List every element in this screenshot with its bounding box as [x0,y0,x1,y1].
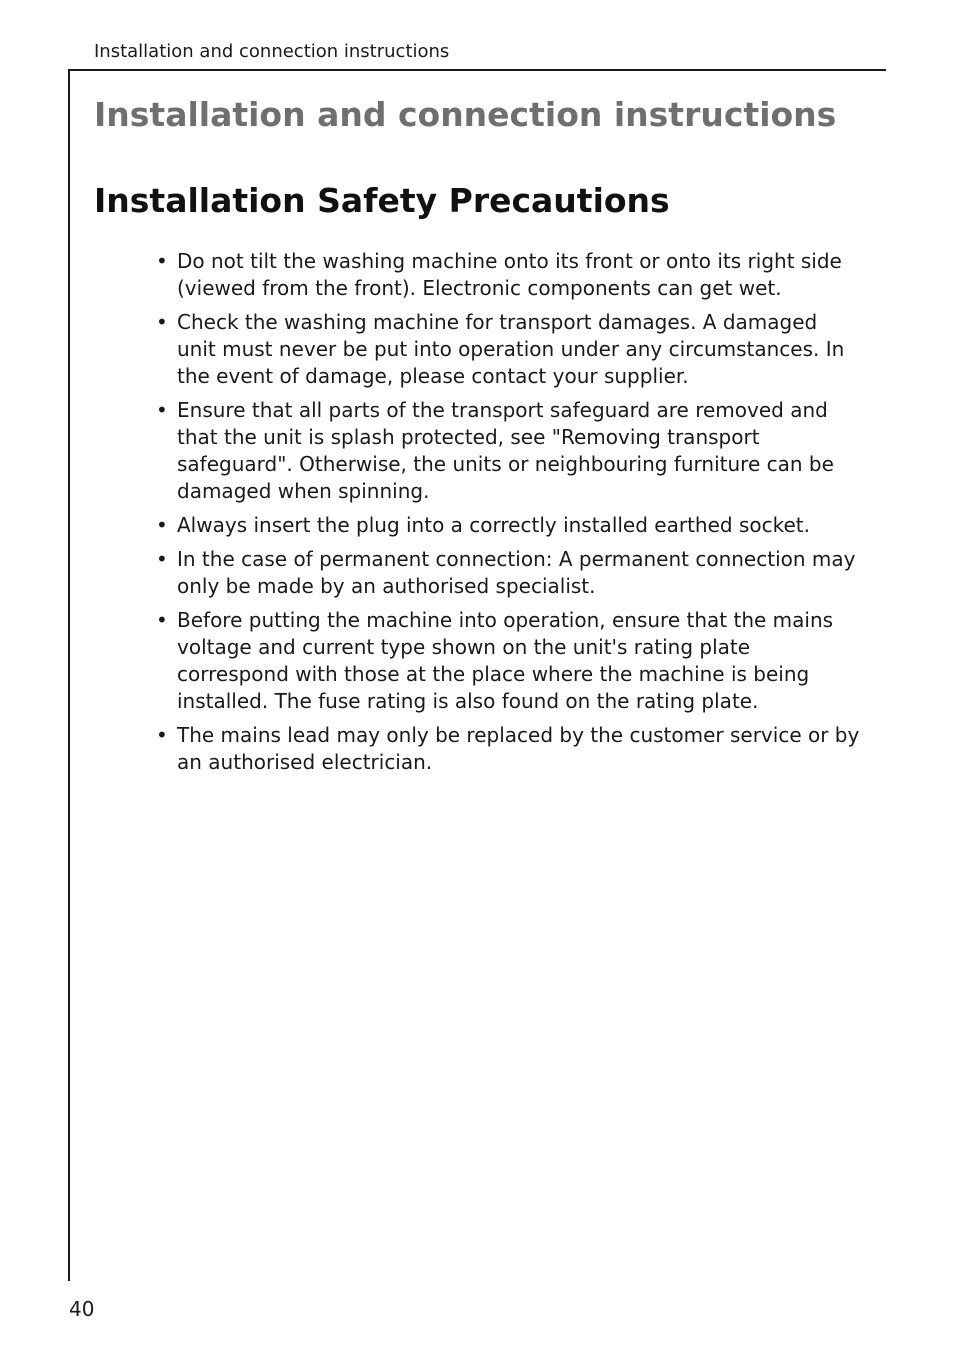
bullet: • [156,513,168,537]
bullet: • [156,398,168,422]
precaution-text: Before putting the machine into operation, ensure that the mains voltage and current type shown on the unit's rating plate correspond with those at the place where the machine is being installed. The fuse rating is also found on the rating plate. [177,608,834,713]
precaution-item [156,512,862,539]
precaution-text: Do not tilt the washing machine onto its front or onto its right side (viewed from the front). Electronic components can get wet. [177,249,842,300]
running-header: Installation and connection instructions [94,41,450,62]
header-rule [68,69,886,71]
bullet: • [156,249,168,273]
precaution-text: In the case of permanent connection: A permanent connection may only be made by an authorised specialist. [177,547,856,598]
section-title: Installation Safety Precautions [94,181,670,220]
page-number: 40 [69,1297,95,1321]
precaution-item [156,607,862,715]
precaution-item [156,546,862,600]
precaution-text: Always insert the plug into a correctly installed earthed socket. [177,513,810,537]
bullet: • [156,723,168,747]
precaution-item [156,309,862,390]
bullet: • [156,547,168,571]
precaution-item [156,722,862,776]
margin-rule [68,69,70,1281]
precautions-list [156,248,862,783]
bullet: • [156,310,168,334]
bullet: • [156,608,168,632]
precaution-text: The mains lead may only be replaced by the customer service or by an authorised electrician. [177,723,860,774]
precaution-text: Check the washing machine for transport damages. A damaged unit must never be put into operation under any circumstances. In the event of damage, please contact your supplier. [177,310,845,388]
precaution-item [156,248,862,302]
precaution-item [156,397,862,505]
chapter-title: Installation and connection instructions [94,95,837,134]
precaution-text: Ensure that all parts of the transport safeguard are removed and that the unit is splash protected, see "Removing transport safeguard". Otherwise, the units or neighbouring furniture can be damaged when spinning. [177,398,834,503]
